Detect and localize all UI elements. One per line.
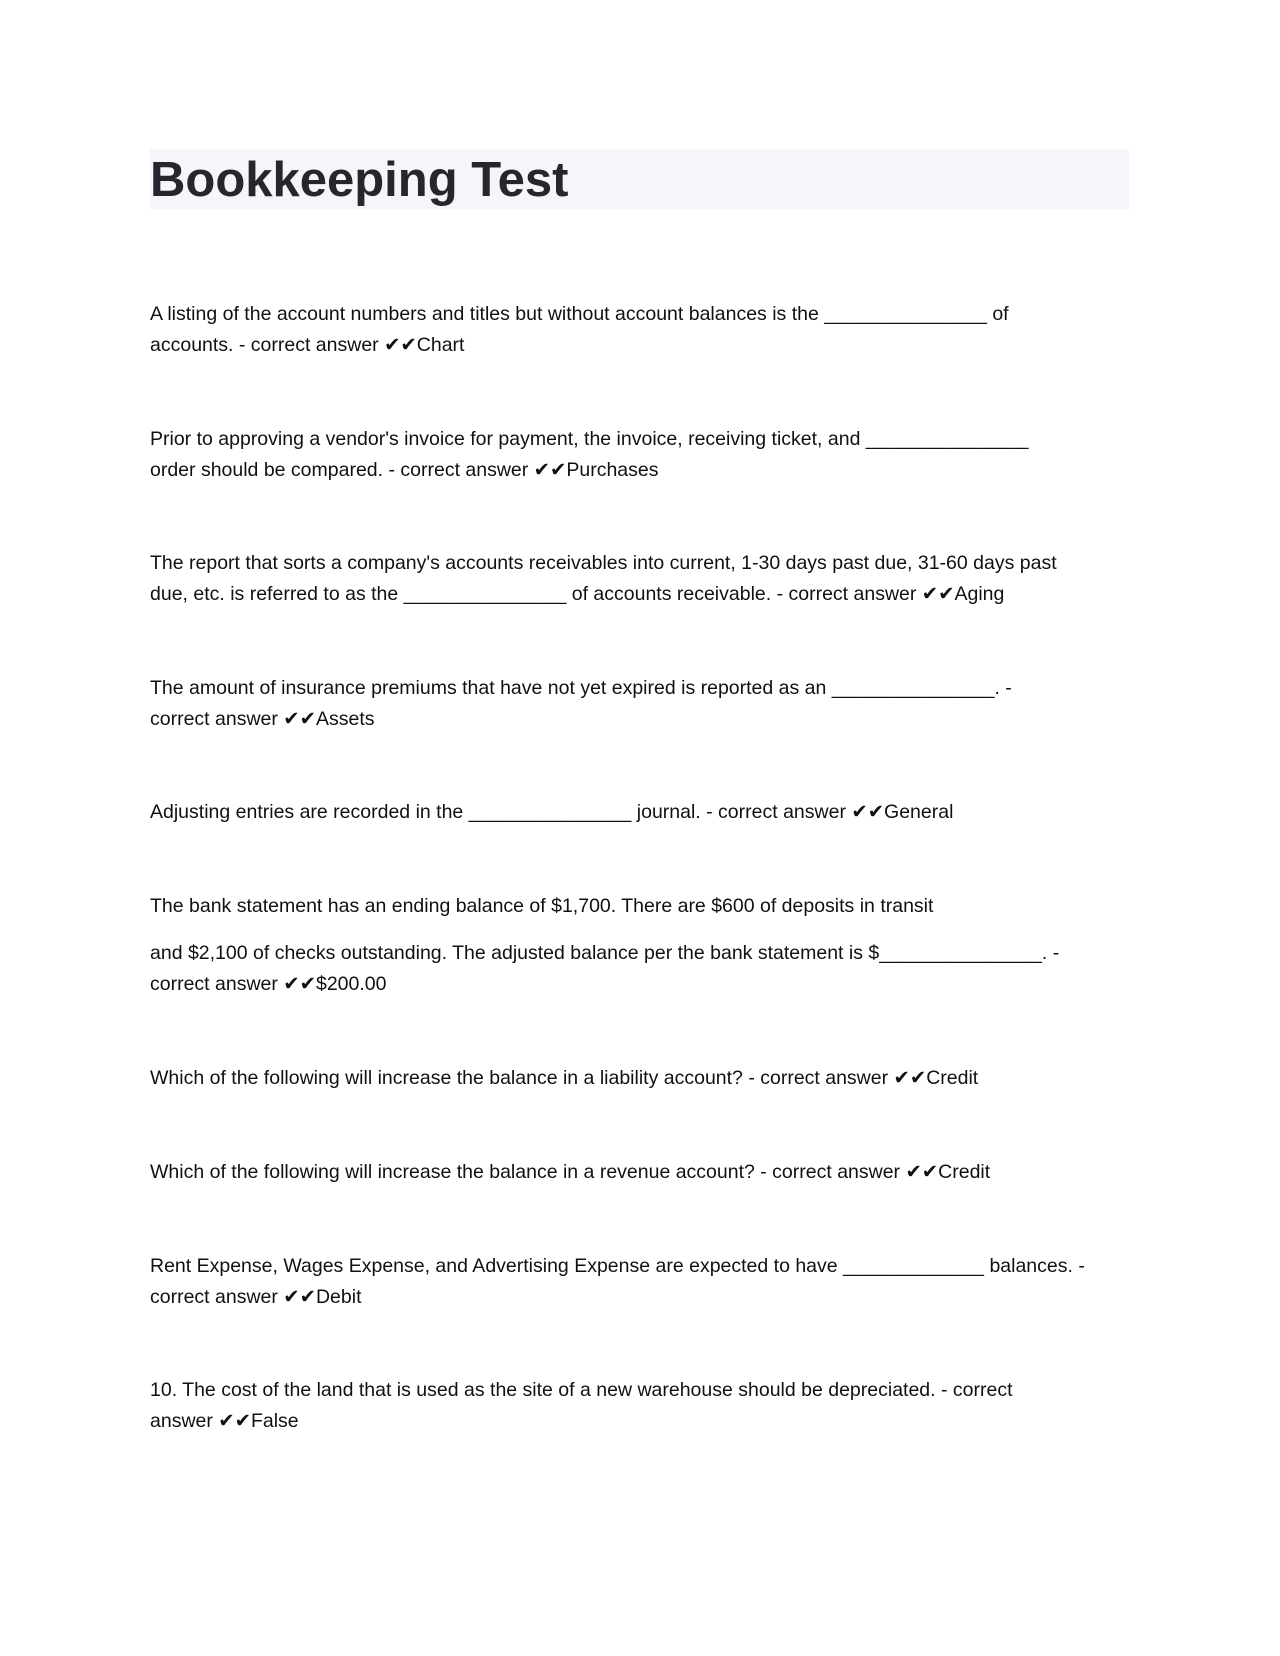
question-answer-line: correct answer ✔✔$200.00 [150,973,387,995]
question-text: Prior to approving a vendor's invoice for payment, the invoice, receiving ticket, and _______________ [150,428,1029,450]
question-item [150,548,1130,610]
question-item [150,1063,1130,1094]
question-answer-line: Adjusting entries are recorded in the _______________ journal. - correct answer ✔✔General [150,801,954,823]
question-answer-line: answer ✔✔False [150,1410,299,1432]
question-answer-line: Which of the following will increase the balance in a revenue account? - correct answer ✔✔Credit [150,1161,991,1183]
question-text: 10. The cost of the land that is used as the site of a new warehouse should be depreciated. - correct [150,1379,1013,1401]
question-item [150,1157,1130,1188]
question-answer-line: due, etc. is referred to as the _______________ of accounts receivable. - correct answer ✔✔Aging [150,583,1005,605]
question-answer-line: Which of the following will increase the balance in a liability account? - correct answer ✔✔Credit [150,1067,979,1089]
question-text: The report that sorts a company's accounts receivables into current, 1-30 days past due, 31-60 days past [150,552,1057,574]
question-item [150,1251,1130,1313]
question-text: The bank statement has an ending balance of $1,700. There are $600 of deposits in transit [150,895,934,917]
question-answer-line: correct answer ✔✔Assets [150,708,375,730]
page-title: Bookkeeping Test [150,153,569,207]
question-item [150,424,1130,486]
question-text: and $2,100 of checks outstanding. The adjusted balance per the bank statement is $_______________. - [150,942,1060,964]
question-text: Rent Expense, Wages Expense, and Advertising Expense are expected to have _____________ balances. - [150,1255,1085,1277]
question-answer-line: correct answer ✔✔Debit [150,1286,362,1308]
question-item [150,1375,1130,1437]
question-item [150,299,1130,361]
question-text: A listing of the account numbers and titles but without account balances is the _______________ of [150,303,1009,325]
question-item [150,891,1130,1000]
question-answer-line: accounts. - correct answer ✔✔Chart [150,334,465,356]
question-item [150,673,1130,735]
question-text: The amount of insurance premiums that have not yet expired is reported as an _______________. - [150,677,1012,699]
question-answer-line: order should be compared. - correct answer ✔✔Purchases [150,459,659,481]
question-item [150,797,1130,828]
